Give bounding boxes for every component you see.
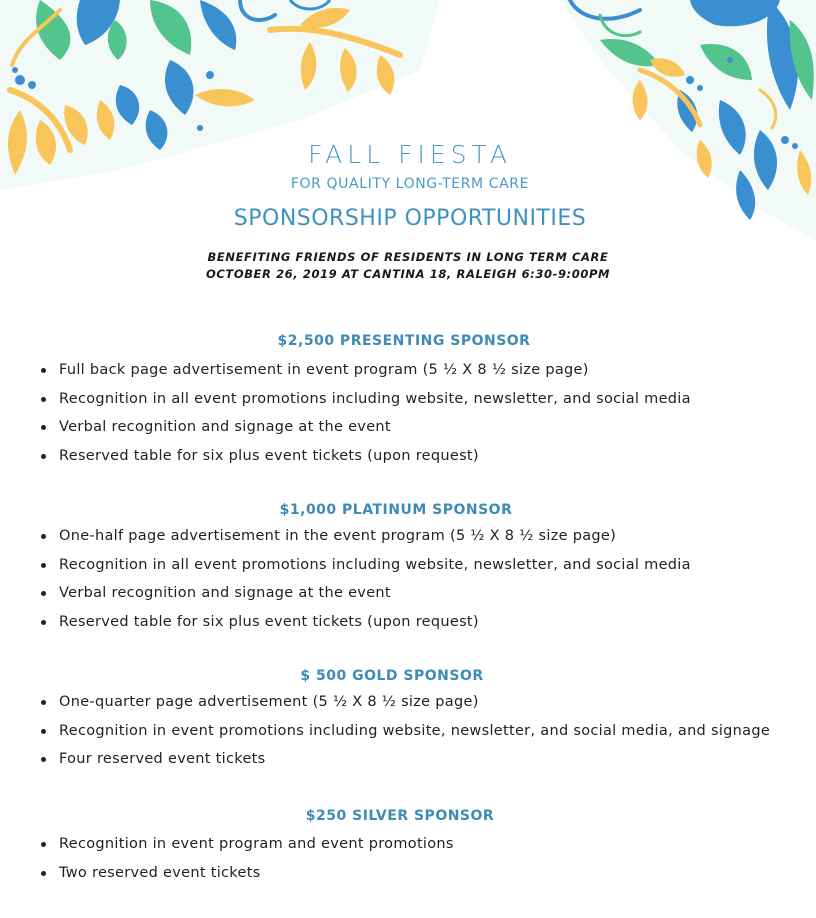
bullet-icon (41, 563, 46, 568)
page-subtitle: FOR QUALITY LONG-TERM CARE (290, 176, 530, 192)
event-details (0, 249, 816, 283)
bullet-icon (41, 397, 46, 402)
benefit-list (0, 830, 816, 887)
list-item: Two reserved event tickets (0, 859, 816, 888)
bullet-icon (41, 368, 46, 373)
list-item: Recognition in event program and event promotions (0, 830, 816, 859)
benefit-line: BENEFITING FRIENDS OF RESIDENTS IN LONG TERM CARE (207, 250, 609, 264)
tier-title: $1,000 PLATINUM SPONSOR (279, 502, 513, 518)
list-item: Four reserved event tickets (0, 745, 816, 774)
list-item: One-half page advertisement in the event program (5 ½ X 8 ½ size page) (0, 522, 816, 551)
list-item: Reserved table for six plus event tickets (upon request) (0, 442, 816, 471)
bullet-icon (41, 757, 46, 762)
benefit-list (0, 688, 816, 774)
tier-title: $250 SILVER SPONSOR (305, 808, 495, 824)
tier-title: $ 500 GOLD SPONSOR (300, 668, 484, 684)
bullet-icon (41, 871, 46, 876)
bullet-icon (41, 534, 46, 539)
tier-title: $2,500 PRESENTING SPONSOR (277, 333, 531, 349)
bullet-icon (41, 425, 46, 430)
list-item: Recognition in event promotions including website, newsletter, and social media, and signage (0, 717, 816, 746)
list-item: Verbal recognition and signage at the event (0, 413, 816, 442)
bullet-icon (41, 729, 46, 734)
section-heading: SPONSORSHIP OPPORTUNITIES (233, 206, 587, 231)
benefit-list (0, 356, 816, 470)
list-item: One-quarter page advertisement (5 ½ X 8 ½ size page) (0, 688, 816, 717)
bullet-icon (41, 591, 46, 596)
list-item: Recognition in all event promotions including website, newsletter, and social media (0, 385, 816, 414)
list-item: Full back page advertisement in event program (5 ½ X 8 ½ size page) (0, 356, 816, 385)
bullet-icon (41, 454, 46, 459)
benefit-list (0, 522, 816, 636)
list-item: Reserved table for six plus event tickets (upon request) (0, 608, 816, 637)
list-item: Verbal recognition and signage at the event (0, 579, 816, 608)
page-title: FALL FIESTA (308, 140, 512, 169)
bullet-icon (41, 620, 46, 625)
event-date-line: OCTOBER 26, 2019 AT CANTINA 18, RALEIGH 6:30-9:00PM (205, 267, 611, 281)
list-item: Recognition in all event promotions including website, newsletter, and social media (0, 551, 816, 580)
bullet-icon (41, 842, 46, 847)
bullet-icon (41, 700, 46, 705)
